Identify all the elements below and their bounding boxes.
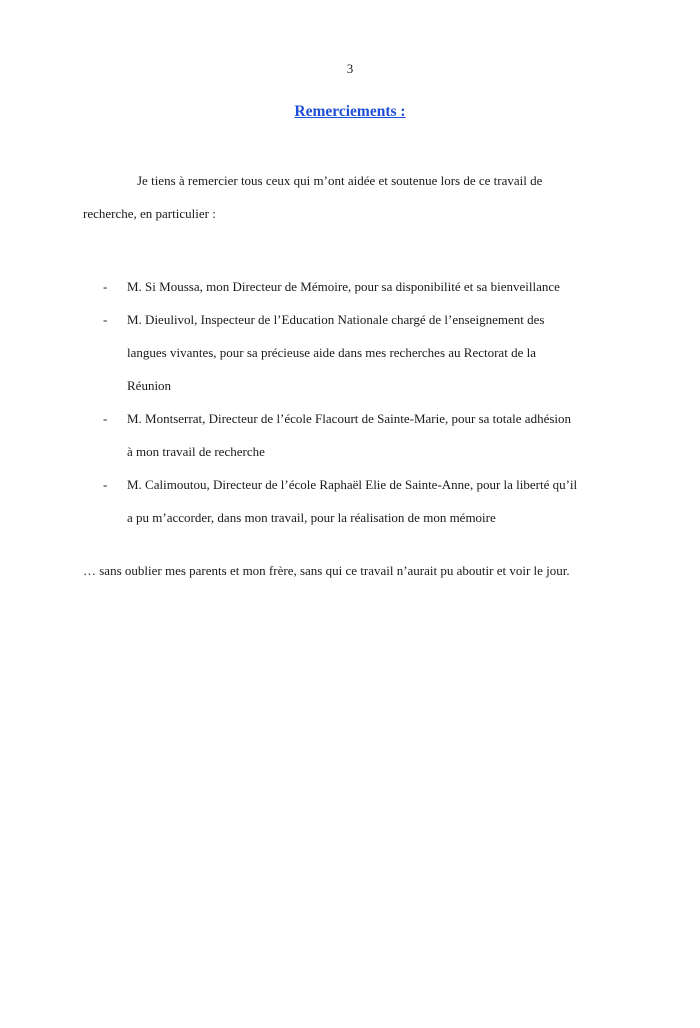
list-item-text (127, 270, 627, 303)
list-item-line: à mon travail de recherche (127, 444, 265, 459)
closing-line: … sans oublier mes parents et mon frère, sans qui ce travail n’aurait pu aboutir et voir le jour. (83, 563, 570, 578)
intro-line-1: Je tiens à remercier tous ceux qui m’ont aidée et soutenue lors de ce travail de (137, 173, 543, 188)
list-item-line: M. Calimoutou, Directeur de l’école Raphaël Elie de Sainte-Anne, pour la liberté qu’il (127, 477, 578, 492)
list-bullet: - (103, 411, 108, 426)
list-item-line: langues vivantes, pour sa précieuse aide dans mes recherches au Rectorat de la (127, 345, 536, 360)
list-item (0, 303, 700, 402)
list-bullet: - (103, 477, 108, 492)
list-item-text (127, 303, 627, 402)
list-item-text (127, 468, 627, 534)
page-title: Remerciements : (294, 103, 406, 120)
intro-line-2: recherche, en particulier : (83, 206, 216, 221)
list-item-line: M. Si Moussa, mon Directeur de Mémoire, pour sa disponibilité et sa bienveillance (127, 279, 560, 294)
list-item-line: M. Dieulivol, Inspecteur de l’Education Nationale chargé de l’enseignement des (127, 312, 545, 327)
list-item-line: M. Montserrat, Directeur de l’école Flacourt de Sainte-Marie, pour sa totale adhésion (127, 411, 572, 426)
list-item (0, 270, 700, 303)
list-bullet: - (103, 279, 108, 294)
list-bullet: - (103, 312, 108, 327)
acknowledgement-list (0, 270, 700, 534)
list-item-line: Réunion (127, 378, 172, 393)
page-number: 3 (346, 61, 354, 76)
list-item (0, 468, 700, 534)
list-item-line: a pu m’accorder, dans mon travail, pour la réalisation de mon mémoire (127, 510, 496, 525)
list-item-text (127, 402, 627, 468)
list-item (0, 402, 700, 468)
